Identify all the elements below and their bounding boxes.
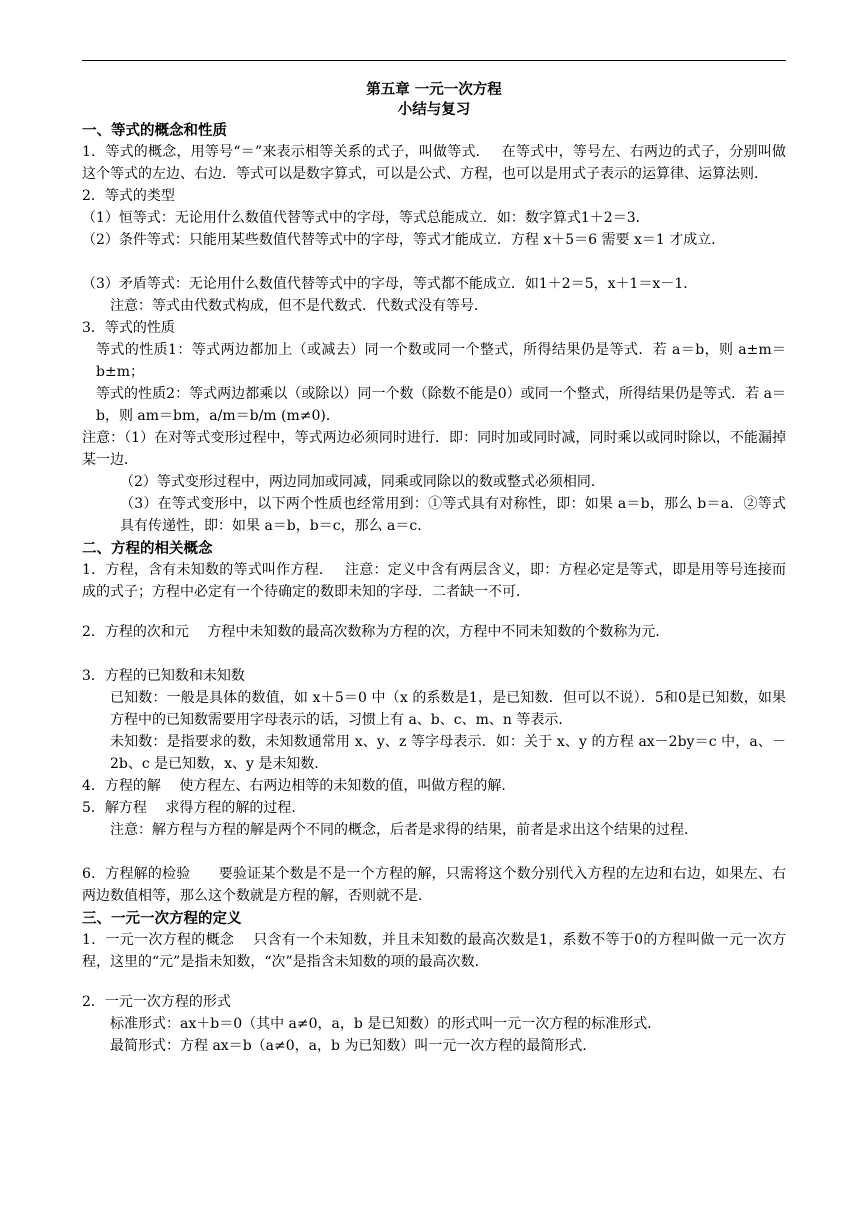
page-subtitle: 小结与复习 (397, 102, 471, 118)
section-heading-2: 二、方程的相关概念 (82, 541, 213, 557)
note: 注意：（1）在对等式变形过程中，等式两边必须同时进行．即：同时加或同时减，同时乘以或同时除以，不能漏掉某一边． (82, 430, 786, 468)
section-heading-1: 一、等式的概念和性质 (82, 123, 227, 139)
header-rule (82, 60, 786, 61)
paragraph: 1．方程，含有未知数的等式叫作方程． 注意：定义中含有两层含义，即：方程必定是等式，即是用等号连接而成的式子；方程中必定有一个待确定的数即未知的字母．二者缺一不可． (82, 562, 786, 600)
note: （2）等式变形过程中，两边同加或同减，同乘或同除以的数或整式必须相同． (120, 474, 605, 490)
note: 注意：等式由代数式构成，但不是代数式．代数式没有等号． (110, 298, 488, 314)
paragraph: （3）矛盾等式：无论用什么数值代替等式中的字母，等式都不能成立．如1＋2＝5，x＋1＝x－1． (82, 276, 698, 292)
paragraph: 3．方程的已知数和未知数 (82, 668, 245, 684)
paragraph: 未知数：是指要求的数，未知数通常用 x、y、z 等字母表示．如：关于 x、y 的方程 ax－2by＝c 中，a、－2b、c 是已知数，x、y 是未知数． (110, 734, 786, 772)
section-heading-3: 三、一元一次方程的定义 (82, 911, 242, 927)
paragraph: 2．等式的类型 (82, 188, 175, 204)
paragraph: 已知数：一般是具体的数值，如 x＋5＝0 中（x 的系数是1，是已知数．但可以不说）．5和0是已知数，如果方程中的已知数需要用字母表示的话，习惯上有 a、b、c、m、n 等表示． (110, 690, 786, 728)
note: 注意：解方程与方程的解是两个不同的概念，后者是求得的结果，前者是求出这个结果的过程． (110, 822, 698, 838)
paragraph: 3．等式的性质 (82, 320, 175, 336)
paragraph: 等式的性质2：等式两边都乘以（或除以）同一个数（除数不能是0）或同一个整式，所得结果仍是等式．若 a＝b，则 am＝bm，a/m＝b/m (m≠0)． (96, 386, 786, 424)
paragraph: 最简形式：方程 ax＝b（a≠0，a，b 为已知数）叫一元一次方程的最简形式． (110, 1038, 597, 1054)
paragraph: 等式的性质1：等式两边都加上（或减去）同一个数或同一个整式，所得结果仍是等式．若 a＝b，则 a±m＝b±m； (96, 342, 786, 380)
paragraph: 5．解方程 求得方程的解的过程． (82, 800, 306, 816)
paragraph: 2．一元一次方程的形式 (82, 994, 231, 1010)
paragraph: 标准形式：ax＋b＝0（其中 a≠0，a，b 是已知数）的形式叫一元一次方程的标准形式． (110, 1016, 662, 1032)
paragraph: 2．方程的次和元 方程中未知数的最高次数称为方程的次，方程中不同未知数的个数称为元． (82, 624, 670, 640)
paragraph: （2）条件等式：只能用某些数值代替等式中的字母，等式才能成立．方程 x＋5＝6 需要 x＝1 才成立． (82, 232, 726, 248)
paragraph: 1．等式的概念，用等号“＝”来表示相等关系的式子，叫做等式． 在等式中，等号左、右两边的式子，分别叫做这个等式的左边、右边．等式可以是数字算式，可以是公式、方程，也可以是用式子表示的运算律、运算法则． (82, 144, 786, 182)
document-body (82, 80, 786, 1058)
note: （3）在等式变形中，以下两个性质也经常用到：①等式具有对称性，即：如果 a＝b，那么 b＝a．②等式具有传递性，即：如果 a＝b，b＝c，那么 a＝c． (120, 496, 786, 534)
page-title: 第五章 一元一次方程 (366, 82, 502, 98)
paragraph: 4．方程的解 使方程左、右两边相等的未知数的值，叫做方程的解． (82, 778, 516, 794)
paragraph: 1．一元一次方程的概念 只含有一个未知数，并且未知数的最高次数是1，系数不等于0的方程叫做一元一次方程，这里的“元”是指未知数，“次”是指含未知数的项的最高次数． (82, 932, 786, 970)
paragraph: 6．方程解的检验 要验证某个数是不是一个方程的解，只需将这个数分别代入方程的左边和右边，如果左、右两边数值相等，那么这个数就是方程的解，否则就不是． (82, 866, 786, 904)
paragraph: （1）恒等式：无论用什么数值代替等式中的字母，等式总能成立．如：数字算式1＋2＝3． (82, 210, 650, 226)
